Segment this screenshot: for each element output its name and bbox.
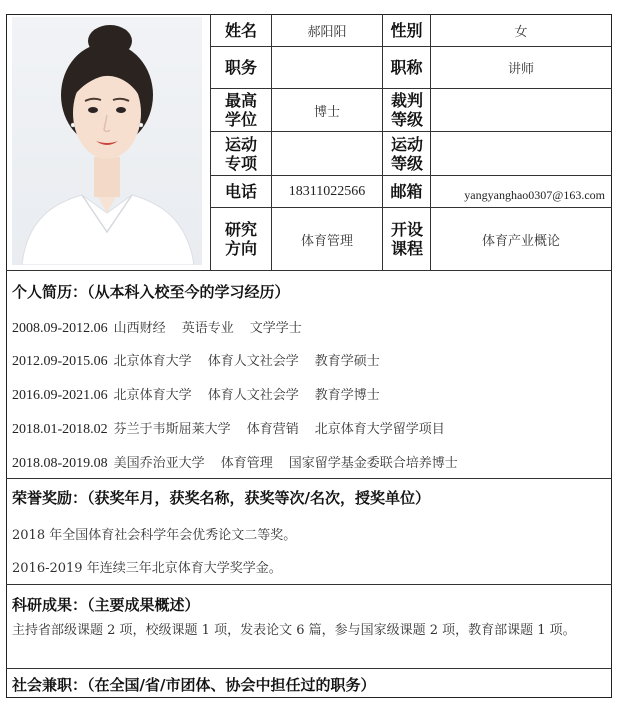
research-label: 研究方向 (224, 220, 257, 258)
name-value: 郝阳阳 (307, 25, 347, 40)
honors-heading: 荣誉奖励：（获奖年月，获奖名称，获奖等次/名次，授奖单位） (12, 489, 430, 507)
resume-item: 2018.01-2018.02 芬兰于韦斯屈莱大学 体育营销 北京体育大学留学项目 (12, 422, 445, 437)
section-divider (6, 584, 612, 585)
position-label: 职务 (224, 58, 257, 77)
position-value (272, 47, 382, 88)
phone-value: 18311022566 (288, 183, 366, 199)
research-results-heading: 科研成果：（主要成果概述） (12, 596, 200, 614)
profile-photo (12, 17, 202, 265)
degree-label: 最高学位 (224, 91, 257, 129)
social-heading: 社会兼职：（在全国/省/市团体、协会中担任过的职务） (12, 676, 376, 694)
sport-level-value (431, 132, 611, 175)
email-label: 邮箱 (390, 182, 423, 201)
sport-label: 运动专项 (224, 134, 257, 173)
degree-value: 博士 (313, 104, 340, 120)
section-divider (6, 668, 612, 669)
name-label: 姓名 (224, 21, 257, 40)
referee-value (431, 89, 611, 131)
email-value: yangyanghao0307@163.com (464, 188, 605, 202)
research-results-text: 主持省部级课题 2 项，校级课题 1 项，发表论文 6 篇，参与国家级课题 2 项，教育部课题 1 项。 (12, 623, 576, 638)
referee-label: 裁判等级 (390, 91, 423, 129)
resume-item: 2008.09-2012.06 山西财经 英语专业 文学学士 (12, 321, 302, 336)
title-value: 讲师 (507, 62, 534, 77)
resume-heading: 个人简历：（从本科入校至今的学习经历） (12, 283, 290, 301)
course-value: 体育产业概论 (481, 233, 560, 249)
grid-line (6, 270, 612, 271)
resume-item: 2018.08-2019.08 美国乔治亚大学 体育管理 国家留学基金委联合培养博士 (12, 456, 458, 471)
resume-item: 2012.09-2015.06 北京体育大学 体育人文社会学 教育学硕士 (12, 354, 380, 369)
research-value: 体育管理 (300, 233, 353, 249)
honor-item: 2016-2019 年连续三年北京体育大学奖学金。 (12, 561, 282, 576)
section-divider (6, 478, 612, 479)
gender-label: 性别 (390, 21, 423, 40)
title-label: 职称 (390, 58, 423, 77)
course-label: 开设课程 (390, 220, 423, 258)
sport-value (272, 132, 382, 175)
sport-level-label: 运动等级 (390, 134, 423, 173)
honor-item: 2018 年全国体育社会科学年会优秀论文二等奖。 (12, 528, 297, 543)
gender-value: 女 (514, 25, 528, 40)
person-portrait-icon (12, 17, 202, 265)
phone-label: 电话 (224, 182, 257, 201)
resume-item: 2016.09-2021.06 北京体育大学 体育人文社会学 教育学博士 (12, 388, 380, 403)
